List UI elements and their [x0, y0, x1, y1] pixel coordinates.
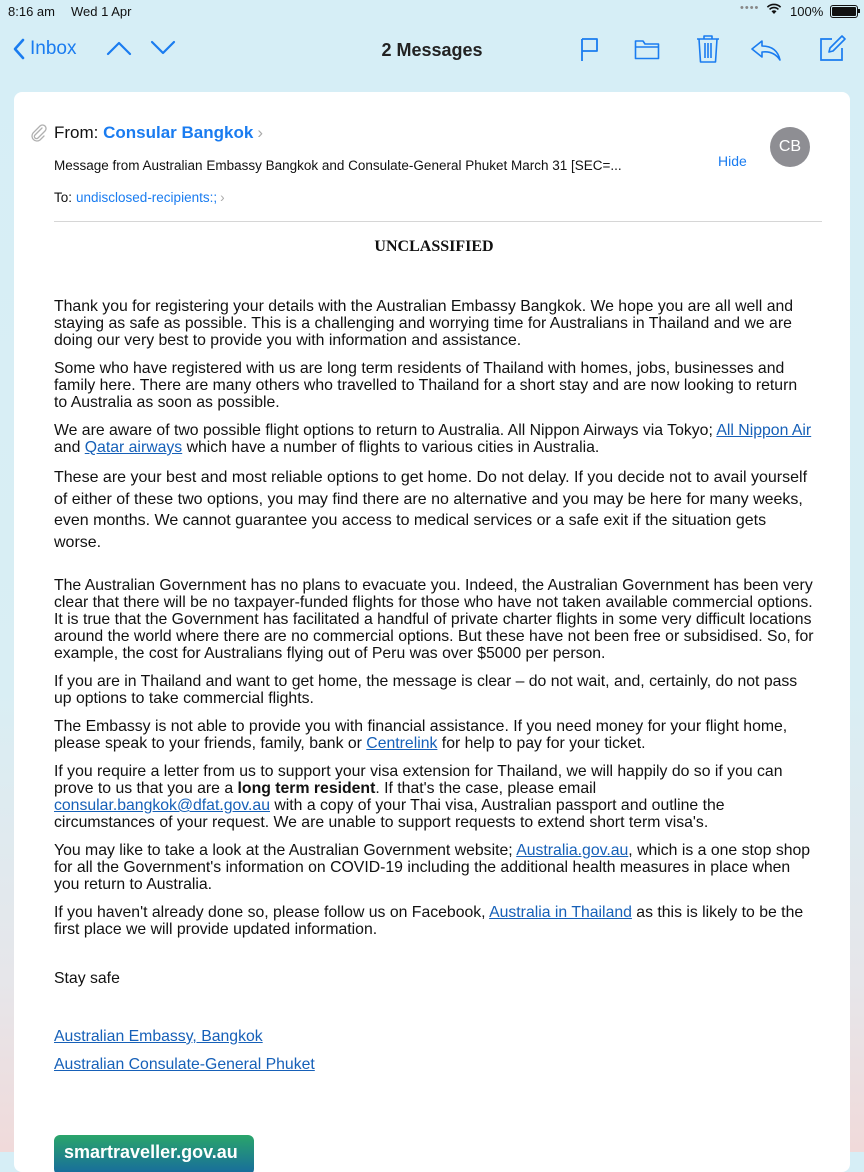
- divider: [54, 221, 822, 222]
- paragraph: [54, 842, 814, 893]
- link-facebook[interactable]: Australia in Thailand: [489, 904, 632, 921]
- flag-icon: [580, 36, 600, 62]
- paperclip-icon: [30, 124, 48, 147]
- signature-line: [54, 1028, 814, 1045]
- paragraph: Thank you for registering your details with the Australian Embassy Bangkok. We hope you are all well and staying as safe as possible. This is a challenging and worrying time for Australians in Thailand and we are doing our very best to provide you with information and assistance.: [54, 298, 794, 349]
- text: and: [54, 439, 85, 456]
- paragraph: [54, 422, 814, 456]
- battery-icon: [830, 5, 858, 18]
- paragraph: These are your best and most reliable options to get home. Do not delay. If you decide not to avail yourself of either of these two options, you may find there are no alternative and you may be here for many weeks, even months. We cannot guarantee you access to medical services or a safe exit if the situation gets worse.: [54, 469, 808, 551]
- paragraph: [54, 718, 814, 752]
- text: , which is a one stop shop for all the Government's information on COVID-19 including the additional health measures in place when you return to Australia.: [54, 842, 811, 893]
- smartraveller-logo[interactable]: smartraveller.gov.au: [54, 1135, 254, 1172]
- link-centrelink[interactable]: Centrelink: [366, 735, 438, 752]
- link-australia-gov[interactable]: Australia.gov.au: [516, 842, 629, 859]
- trash-icon: [696, 34, 720, 64]
- text: We are aware of two possible flight options to return to Australia. All Nippon Airways via Tokyo;: [54, 422, 717, 439]
- paragraph: If you are in Thailand and want to get home, the message is clear – do not wait, and, certainly, do not pass up options to take commercial flights.: [54, 673, 798, 707]
- bold-text: long term resident: [237, 780, 376, 797]
- back-label: Inbox: [30, 38, 77, 59]
- paragraph: The Australian Government has no plans to evacuate you. Indeed, the Australian Government has been very clear that there will be no taxpayer-funded flights for those who have not taken available commercial options. It is true that the Government has facilitated a handful of private charter flights in some very difficult locations around the world where there are no commercial options. But these have not been free or subsidised. So, for example, the cost for Australians flying out of Peru was over $5000 per person.: [54, 577, 814, 662]
- chevron-right-icon: ›: [257, 123, 263, 142]
- reply-icon: [750, 38, 782, 62]
- compose-icon: [818, 34, 846, 62]
- status-date: Wed 1 Apr: [71, 4, 132, 19]
- chevron-right-icon: ›: [220, 190, 225, 205]
- link-embassy[interactable]: Australian Embassy, Bangkok: [54, 1028, 263, 1045]
- text: for help to pay for your ticket.: [437, 735, 646, 752]
- move-to-folder-button[interactable]: [634, 38, 660, 65]
- paragraph: [54, 904, 814, 938]
- battery-tip: [858, 9, 860, 13]
- signature-line: [54, 1056, 814, 1073]
- sender-name[interactable]: Consular Bangkok: [103, 123, 254, 142]
- avatar[interactable]: CB: [770, 127, 810, 167]
- text: as this is likely to be the first place we will provide updated information.: [54, 904, 804, 938]
- page-title: 2 Messages: [381, 40, 483, 60]
- message-card: [14, 92, 850, 1172]
- to-line: [54, 190, 225, 205]
- text: You may like to take a look at the Australian Government website;: [54, 842, 517, 859]
- nav-bar: [0, 22, 864, 80]
- reply-button[interactable]: [750, 38, 782, 67]
- text: The Embassy is not able to provide you with financial assistance. If you need money for your flight home, please speak to your friends, family, bank or: [54, 718, 788, 752]
- link-email[interactable]: consular.bangkok@dfat.gov.au: [54, 797, 270, 814]
- next-message-button[interactable]: [150, 40, 176, 61]
- to-label: To:: [54, 190, 73, 205]
- status-bar: [0, 0, 864, 22]
- chevron-up-icon: [106, 40, 132, 56]
- chevron-down-icon: [150, 40, 176, 56]
- paragraph: [54, 763, 814, 831]
- compose-button[interactable]: [818, 34, 846, 67]
- text: If you haven't already done so, please follow us on Facebook,: [54, 904, 490, 921]
- battery-percent: 100%: [790, 4, 824, 19]
- message-body: [54, 238, 814, 1073]
- previous-message-button[interactable]: [106, 40, 132, 61]
- chevron-left-icon: [12, 38, 26, 60]
- flag-button[interactable]: [580, 36, 600, 67]
- recipients[interactable]: undisclosed-recipients:;: [76, 190, 218, 205]
- link-all-nippon-air[interactable]: All Nippon Air: [716, 422, 812, 439]
- hide-details-button[interactable]: Hide: [718, 153, 747, 169]
- text: with a copy of your Thai visa, Australian passport and outline the circumstances of your request. We are unable to support requests to extend short term visa's.: [54, 797, 725, 831]
- status-time: 8:16 am: [8, 4, 55, 19]
- text: . If that's the case, please email: [375, 780, 597, 797]
- message-subject: Message from Australian Embassy Bangkok and Consulate-General Phuket March 31 [SEC=...: [54, 158, 622, 173]
- from-line: [54, 123, 263, 143]
- from-label: From:: [54, 123, 99, 142]
- classification-heading: UNCLASSIFIED: [374, 238, 494, 255]
- trash-button[interactable]: [696, 34, 720, 69]
- text: If you require a letter from us to support your visa extension for Thailand, we will happily do so if you can prove to us that you are a: [54, 763, 783, 797]
- text: which have a number of flights to various cities in Australia.: [182, 439, 600, 456]
- folder-icon: [634, 38, 660, 60]
- link-qatar-airways[interactable]: Qatar airways: [84, 439, 183, 456]
- back-to-inbox-button[interactable]: [12, 38, 76, 60]
- sign-off: Stay safe: [54, 970, 120, 987]
- link-consulate[interactable]: Australian Consulate-General Phuket: [54, 1056, 315, 1073]
- paragraph: Some who have registered with us are long term residents of Thailand with homes, jobs, businesses and family here. There are many others who travelled to Thailand for a short stay and are now looking to return to Australia as soon as possible.: [54, 360, 798, 411]
- wifi-icon: [766, 3, 782, 18]
- signal-icon: ••••: [740, 2, 760, 14]
